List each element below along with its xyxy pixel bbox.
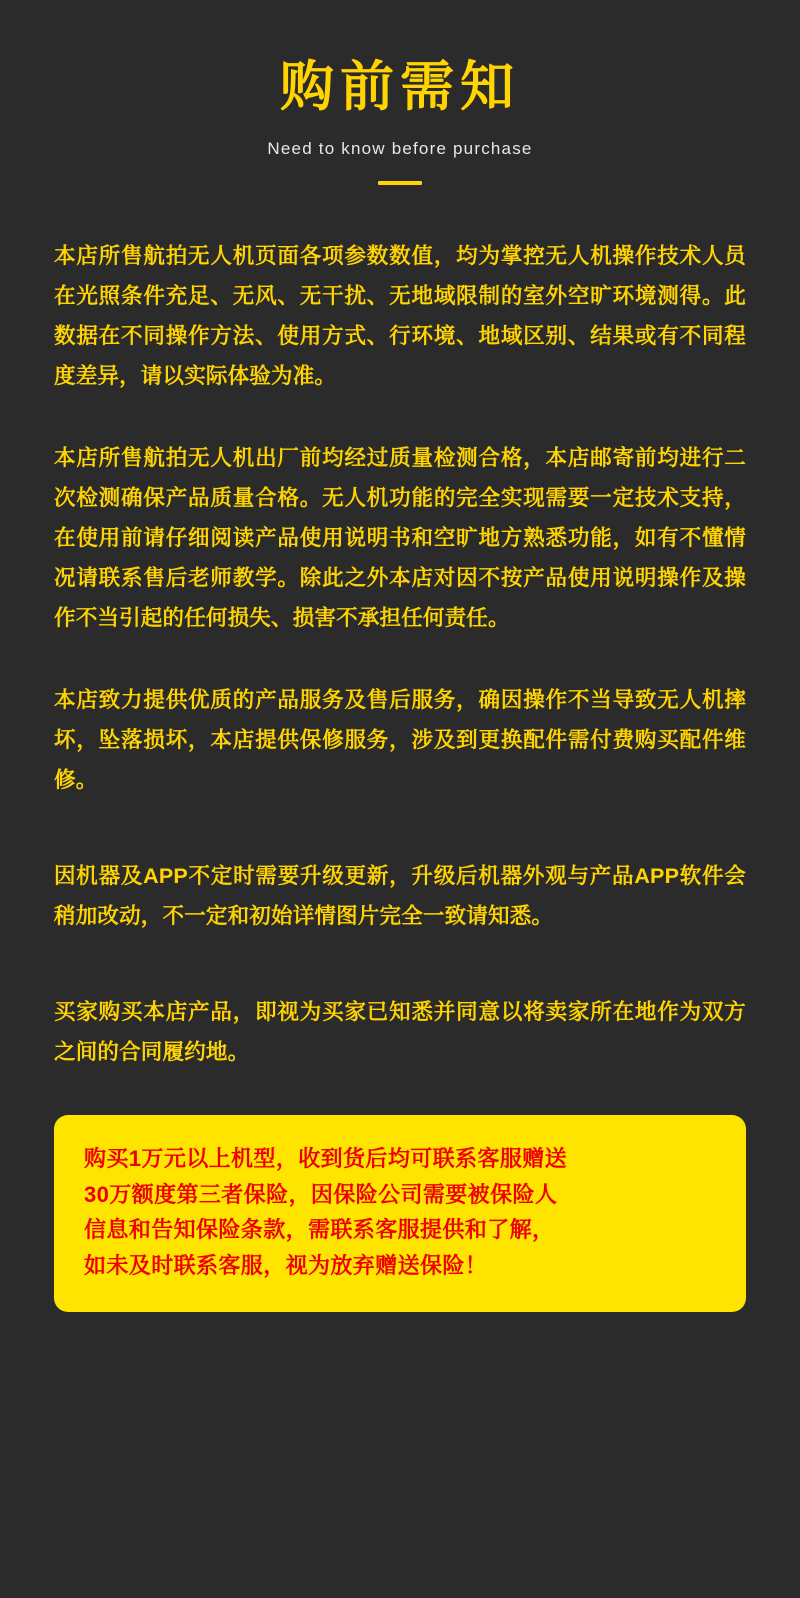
paragraph-4: 因机器及APP不定时需要升级更新，升级后机器外观与产品APP软件会稍加改动，不一定和初始详情图片完全一致请知悉。 xyxy=(54,864,746,929)
notice-line-4: 如未及时联系客服，视为放弃赠送保险！ xyxy=(84,1253,488,1279)
insurance-notice-box xyxy=(54,1115,746,1312)
notice-content xyxy=(0,185,800,1073)
paragraph-1: 本店所售航拍无人机页面各项参数数值，均为掌控无人机操作技术人员在光照条件充足、无风、无干扰、无地域限制的室外空旷环境测得。此数据在不同操作方法、使用方式、行环境、地域区别、结果或有不同程度差异，请以实际体验为准。 xyxy=(54,244,746,389)
notice-line-2: 30万额度第三者保险，因保险公司需要被保险人 xyxy=(84,1181,558,1207)
notice-line-3: 信息和告知保险条款，需联系客服提供和了解， xyxy=(84,1217,555,1243)
paragraph-5: 买家购买本店产品，即视为买家已知悉并同意以将卖家所在地作为双方之间的合同履约地。 xyxy=(54,1000,746,1065)
page-header xyxy=(0,0,800,185)
paragraph-3: 本店致力提供优质的产品服务及售后服务，确因操作不当导致无人机摔坏，坠落损坏，本店提供保修服务，涉及到更换配件需付费购买配件维修。 xyxy=(54,688,746,793)
paragraph-2: 本店所售航拍无人机出厂前均经过质量检测合格，本店邮寄前均进行二次检测确保产品质量合格。无人机功能的完全实现需要一定技术支持，在使用前请仔细阅读产品使用说明书和空旷地方熟悉功能，如有不懂情况请联系售后老师教学。除此之外本店对因不按产品使用说明操作及操作不当引起的任何损失、损害不承担任何责任。 xyxy=(54,446,746,631)
notice-line-1: 购买1万元以上机型，收到货后均可联系客服赠送 xyxy=(84,1146,568,1172)
page-title: 购前需知 xyxy=(280,57,520,117)
page-subtitle: Need to know before purchase xyxy=(267,139,533,159)
